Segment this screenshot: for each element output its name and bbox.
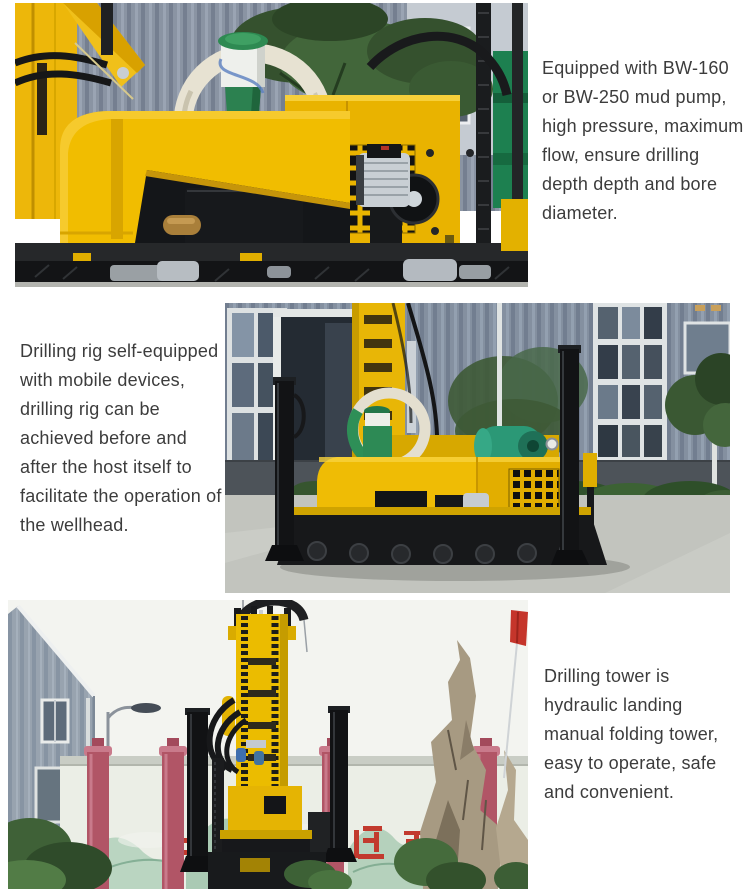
caption-line: manual folding tower, [544,724,719,744]
mud-pump-scene [15,3,528,287]
photo-mud-pump-closeup [15,3,528,287]
photo-rig-rear-view [225,303,730,593]
downpipe [497,303,502,433]
caption-line: Drilling rig self-equipped [20,341,219,361]
caption-line: depth depth and bore [542,174,718,194]
caption-mud-pump [542,54,743,228]
tower-scene [8,600,528,889]
caption-line: achieved before and [20,428,187,448]
caption-line: drilling rig can be [20,399,160,419]
caption-line: hydraulic landing [544,695,683,715]
caption-line: Equipped with BW-160 [542,58,729,78]
caption-line: after the host itself to [20,457,192,477]
caption-line: diameter. [542,203,618,223]
yellow-side-box [501,199,528,251]
caption-line: or BW-250 mud pump, [542,87,727,107]
caption-line: easy to operate, safe [544,753,717,773]
caption-line: the wellhead. [20,515,129,535]
caption-line: Drilling tower is [544,666,670,686]
caption-line: and convenient. [544,782,675,802]
rig-yard-scene [225,303,730,593]
caption-mobility [20,337,222,540]
caption-line: high pressure, maximum [542,116,744,136]
crawler-track [15,243,528,287]
photo-drilling-tower [8,600,528,889]
caption-tower [544,662,718,807]
caption-line: with mobile devices, [20,370,186,390]
caption-line: facilitate the operation of [20,486,222,506]
caption-line: flow, ensure drilling [542,145,700,165]
